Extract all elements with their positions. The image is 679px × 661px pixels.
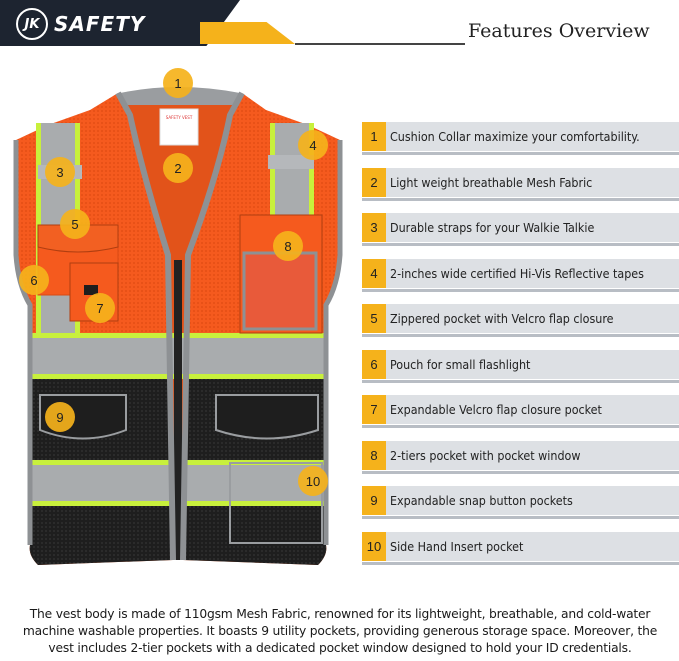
feature-number: 9 <box>362 486 386 515</box>
feature-number: 6 <box>362 350 386 379</box>
feature-text: Zippered pocket with Velcro flap closure <box>390 311 614 326</box>
feature-item <box>362 168 679 197</box>
feature-number: 2 <box>362 168 386 197</box>
feature-text: Light weight breathable Mesh Fabric <box>390 174 593 190</box>
vest-illustration <box>8 76 348 585</box>
feature-text: 2-tiers pocket with pocket window <box>390 447 581 463</box>
callout-label-7: 7 <box>96 301 104 316</box>
feature-text: Side Hand Insert pocket <box>390 538 524 554</box>
callout-label-5: 5 <box>71 217 79 232</box>
callout-label-1: 1 <box>174 76 182 91</box>
feature-text: Cushion Collar maximize your comfortability. <box>390 129 640 144</box>
header-rule <box>295 43 465 45</box>
callout-label-6: 6 <box>30 273 38 288</box>
product-description: The vest body is made of 110gsm Mesh Fabric, renowned for its lightweight, breathable, and cold-water machine washable properties. It boasts 9 utility pockets, providing generous storage space. Moreover, the vest includes 2-tier pockets with a dedicated pocket window designed to hold your ID credentials. <box>22 607 658 655</box>
feature-number: 7 <box>362 395 386 424</box>
vest-label-text: SAFETY VEST <box>165 115 193 120</box>
feature-item <box>362 395 679 424</box>
callout-label-9: 9 <box>56 410 64 425</box>
page-title: Features Overview <box>468 20 650 42</box>
features-list <box>362 122 679 577</box>
feature-item <box>362 532 679 561</box>
feature-item <box>362 350 679 379</box>
logo-text: SAFETY <box>54 12 146 36</box>
feature-number: 1 <box>362 122 386 151</box>
feature-number: 4 <box>362 259 386 288</box>
feature-item <box>362 122 679 151</box>
feature-item <box>362 213 679 242</box>
feature-number: 3 <box>362 213 386 242</box>
feature-item <box>362 259 679 288</box>
brand-logo <box>16 8 145 40</box>
feature-number: 10 <box>362 532 386 561</box>
feature-text: Pouch for small flashlight <box>390 356 531 372</box>
feature-item <box>362 441 679 470</box>
callout-label-2: 2 <box>174 161 182 176</box>
feature-text: Expandable Velcro flap closure pocket <box>390 402 602 417</box>
right-lower-pocket-flap <box>216 395 318 439</box>
feature-number: 5 <box>362 304 386 333</box>
feature-item <box>362 304 679 333</box>
pocket-id-window <box>244 253 316 329</box>
logo-mark: JK <box>16 8 48 40</box>
callout-label-10: 10 <box>305 474 321 489</box>
callout-label-3: 3 <box>56 165 64 180</box>
feature-item <box>362 486 679 515</box>
feature-text: 2-inches wide certified Hi-Vis Reflective tapes <box>390 265 644 281</box>
header-accent-stripe <box>200 22 295 44</box>
callout-label-8: 8 <box>284 239 292 254</box>
feature-text: Expandable snap button pockets <box>390 493 573 508</box>
callout-label-4: 4 <box>309 138 317 153</box>
feature-number: 8 <box>362 441 386 470</box>
feature-text: Durable straps for your Walkie Talkie <box>390 220 595 235</box>
